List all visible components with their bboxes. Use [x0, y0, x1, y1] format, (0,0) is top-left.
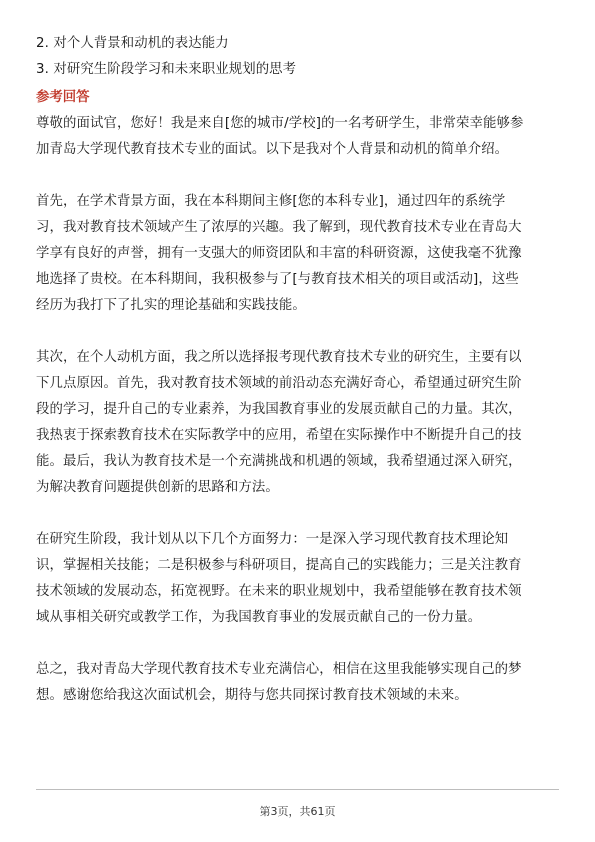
paragraph-line: 域从事相关研究或教学工作，为我国教育事业的发展贡献自己的一份力量。 — [36, 610, 482, 625]
page-content — [36, 31, 559, 709]
paragraph-study-plan — [36, 527, 559, 631]
paragraph-line: 总之，我对青岛大学现代教育技术专业充满信心，相信在这里我能够实现自己的梦 — [36, 662, 522, 677]
paragraph-line: 首先，在学术背景方面，我在本科期间主修[您的本科专业]，通过四年的系统学 — [36, 194, 506, 209]
paragraph-line: 我热衷于探索教育技术在实际教学中的应用，希望在实际操作中不断提升自己的技 — [36, 428, 522, 443]
paragraph-conclusion — [36, 657, 559, 709]
question-item-2: 2. 对个人背景和动机的表达能力 — [36, 36, 229, 51]
paragraph-line: 经历为我打下了扎实的理论基础和实践技能。 — [36, 298, 306, 313]
paragraph-spacer — [36, 319, 559, 345]
paragraph-spacer — [36, 501, 559, 527]
answer-heading: 参考回答 — [36, 90, 90, 105]
paragraph-line: 技术领域的发展动态，拓宽视野。在未来的职业规划中，我希望能够在教育技术领 — [36, 584, 522, 599]
paragraph-line: 识，掌握相关技能；二是积极参与科研项目，提高自己的实践能力；三是关注教育 — [36, 558, 522, 573]
page-number: 第3页，共61页 — [259, 805, 336, 818]
footer-divider — [36, 789, 559, 790]
paragraph-line: 段的学习，提升自己的专业素养，为我国教育事业的发展贡献自己的力量。其次， — [36, 402, 522, 417]
paragraph-line: 在研究生阶段，我计划从以下几个方面努力：一是深入学习现代教育技术理论知 — [36, 532, 509, 547]
paragraph-greeting — [36, 111, 559, 163]
question-item-3: 3. 对研究生阶段学习和未来职业规划的思考 — [36, 62, 297, 77]
paragraph-line: 地选择了贵校。在本科期间，我积极参与了[与教育技术相关的项目或活动]，这些 — [36, 272, 519, 287]
paragraph-motivation — [36, 345, 559, 501]
paragraph-line: 学享有良好的声誉，拥有一支强大的师资团队和丰富的科研资源，这使我毫不犹豫 — [36, 246, 522, 261]
paragraph-line: 尊敬的面试官，您好！我是来自[您的城市/学校]的一名考研学生，非常荣幸能够参 — [36, 116, 524, 131]
paragraph-line: 习，我对教育技术领域产生了浓厚的兴趣。我了解到，现代教育技术专业在青岛大 — [36, 220, 522, 235]
paragraph-spacer — [36, 631, 559, 657]
paragraph-line: 加青岛大学现代教育技术专业的面试。以下是我对个人背景和动机的简单介绍。 — [36, 142, 509, 157]
paragraph-spacer — [36, 163, 559, 189]
paragraph-line: 为解决教育问题提供创新的思路和方法。 — [36, 480, 279, 495]
paragraph-line: 其次，在个人动机方面，我之所以选择报考现代教育技术专业的研究生，主要有以 — [36, 350, 522, 365]
paragraph-line: 想。感谢您给我这次面试机会，期待与您共同探讨教育技术领域的未来。 — [36, 688, 468, 703]
paragraph-line: 下几点原因。首先，我对教育技术领域的前沿动态充满好奇心，希望通过研究生阶 — [36, 376, 522, 391]
paragraph-academic-background — [36, 189, 559, 319]
paragraph-line: 能。最后，我认为教育技术是一个充满挑战和机遇的领域，我希望通过深入研究， — [36, 454, 522, 469]
